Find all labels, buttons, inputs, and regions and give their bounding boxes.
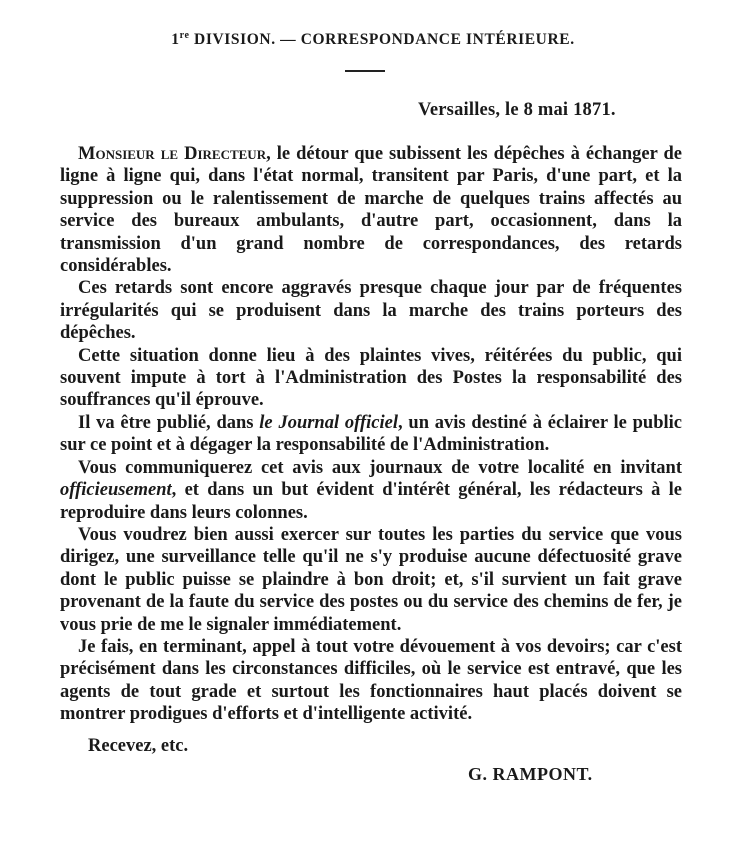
section-header <box>0 30 746 49</box>
dateline: Versailles, le 8 mai 1871. <box>418 100 616 120</box>
paragraph: Je fais, en terminant, appel à tout votre dévouement à vos devoirs; car c'est précisément dans les circonstances difficiles, où le service est entravé, que les agents de tout grade et surtout les fonctionnaires haut placés doivent se montrer prodigues d'efforts et d'intelligente activité. <box>60 636 682 725</box>
journal-title: le Journal officiel <box>259 412 398 433</box>
division-number: 1 <box>171 31 180 49</box>
paragraph: Vous voudrez bien aussi exercer sur toutes les parties du service que vous dirigez, une surveillance telle qu'il ne s'y produise aucune défectuosité grave dont le public puisse se plaindre à bon droit; et, s'il survient un fait grave provenant de la faute du service des postes ou du service des chemins de fer, je vous prie de me le signaler immédiatement. <box>60 524 682 635</box>
header-divider <box>345 70 385 72</box>
signature: G. RAMPONT. <box>468 764 593 784</box>
paragraph: Vous communiquerez cet avis aux journaux de votre localité en invitant officieusement, et dans un but évident d'intérêt général, les rédacteurs à le reproduire dans leurs colonnes. <box>60 457 682 523</box>
letter-body <box>60 143 682 726</box>
closing: Recevez, etc. <box>88 736 189 756</box>
paragraph: Cette situation donne lieu à des plaintes vives, réitérées du public, qui souvent impute à tort à l'Administration des Postes la responsabilité des souffrances qu'il éprouve. <box>60 345 682 411</box>
division-ordinal: re <box>179 30 190 41</box>
salutation: Monsieur le Directeur <box>78 144 267 164</box>
paragraph: Il va être publié, dans le Journal officiel, un avis destiné à éclairer le public sur ce point et à dégager la responsabilité de l'Administration. <box>60 412 682 456</box>
paragraph: Ces retards sont encore aggravés presque chaque jour par de fréquentes irrégularités qui se produisent dans la marche des trains porteurs des dépêches. <box>60 278 682 344</box>
paragraph: Monsieur le Directeur, le détour que subissent les dépêches à échanger de ligne à ligne qui, dans l'état normal, transitent par Paris, d'une part, et la suppression ou le ralentissement de marche de quelques trains affectés au service des bureaux ambulants, d'autre part, occasionnent, dans la transmission d'un grand nombre de correspondances, des retards considérables. <box>60 144 682 277</box>
emphasis: officieusement <box>60 480 172 501</box>
header-title: DIVISION. — CORRESPONDANCE INTÉRIEURE. <box>189 31 575 49</box>
